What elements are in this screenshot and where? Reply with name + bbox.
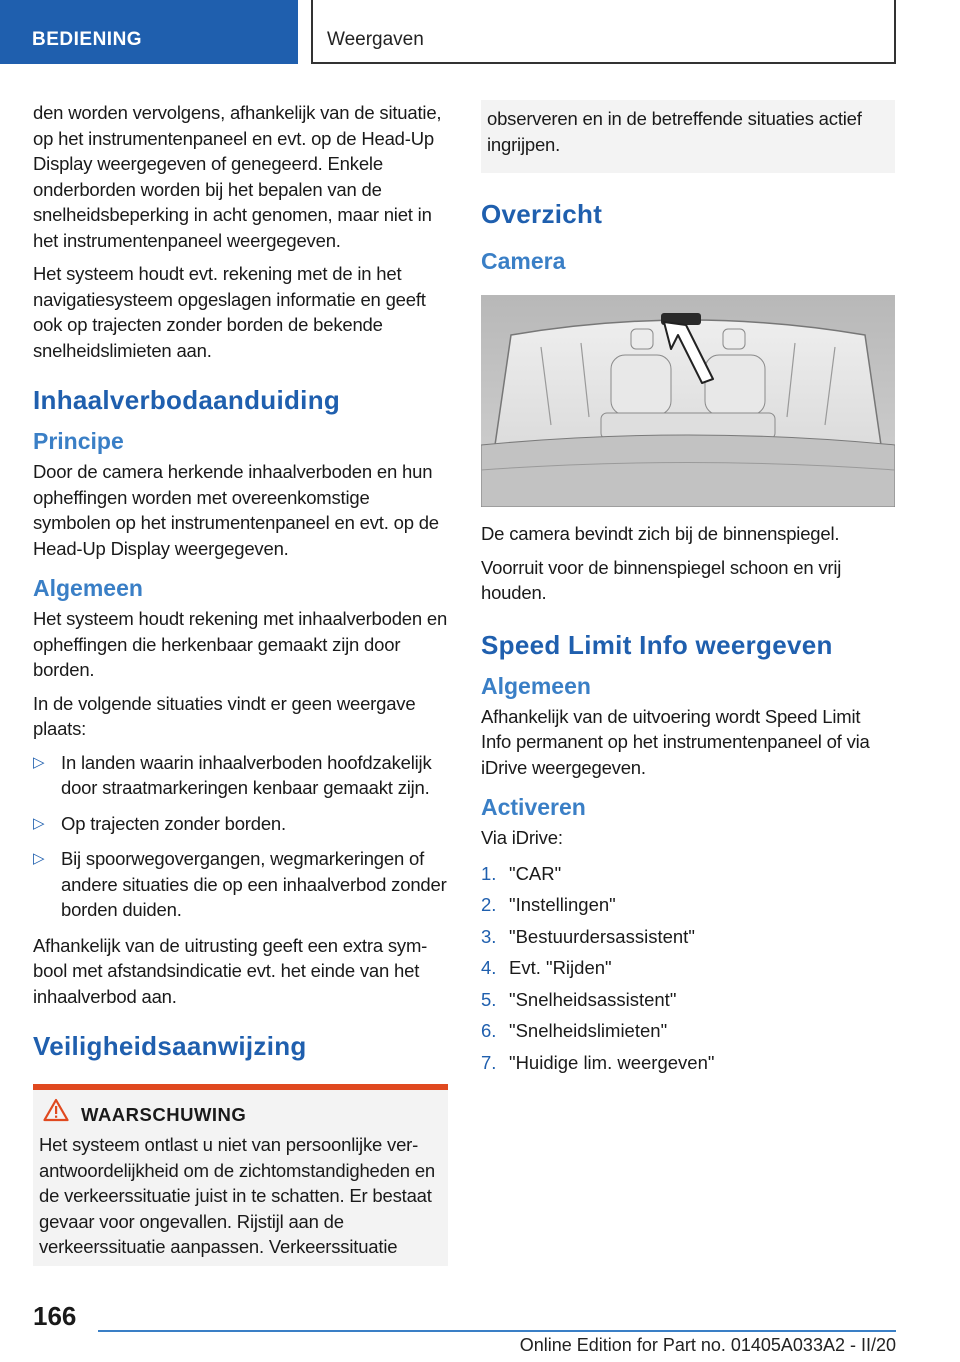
left-column (33, 100, 448, 1266)
paragraph: Door de camera herkende inhaalverboden en hun opheffingen worden met overeenkomstige symbolen op het instrumentenpaneel en evt. op de Head-Up Display weergegeven. (33, 461, 439, 559)
paragraph: Voorruit voor de binnenspiegel schoon en vrij houden. (481, 556, 842, 603)
right-column (481, 100, 895, 1081)
paragraph: Het systeem houdt evt. rekening met de in het navigatiesysteem opgeslagen informatie en geeft ook op trajecten zonder borden de bekende snelheidslimieten aan. (33, 263, 426, 361)
heading-inhaalverbodaanduiding: Inhaalverbodaanduiding (33, 385, 341, 415)
paragraph: Via iDrive: (481, 827, 563, 848)
footer-divider (98, 1330, 896, 1332)
heading-speed-limit-info: Speed Limit Info weergeven (481, 629, 833, 660)
paragraph: In de volgende situaties vindt er geen weergave plaats: (33, 692, 416, 739)
heading-veiligheidsaanwijzing: Veiligheidsaanwijzing (33, 1031, 307, 1061)
list-item: 1. "CAR" (481, 862, 562, 884)
triangle-bullet-icon: ▷ (33, 814, 45, 832)
subheading-algemeen: Algemeen (33, 575, 143, 601)
paragraph: De camera bevindt zich bij de binnenspiegel. (481, 523, 840, 544)
warning-box (33, 1090, 448, 1266)
section-tab: BEDIENING (0, 0, 298, 64)
list-item: 2. "Instellingen" (481, 894, 616, 915)
heading-overzicht: Overzicht (481, 199, 603, 229)
list-item: ▷ In landen waarin inhaalverboden hoofdzakelijk door straatmarkeringen kenbaar gemaakt zijn. (33, 751, 432, 798)
steps-list (481, 861, 895, 1076)
paragraph: Het systeem houdt rekening met inhaalverboden en opheffingen die herkenbaar gemaakt zijn door borden. (33, 608, 448, 680)
list-item: ▷ Bij spoorwegovergangen, wegmarkeringen of andere situaties die op een inhaalverbod zonder borden duiden. (33, 848, 447, 920)
list-item: 3. "Bestuurdersassistent" (481, 925, 695, 947)
bullet-list (33, 750, 448, 923)
warning-text: Het systeem ontlast u niet van persoonlijke verantwoordelijkheid om de zichtomstandigheden en de verkeerssituatie juist in te schatten. Er bestaat gevaar voor ongevallen. Rijstijl aan de verkeerssituatie aanpassen. Verkeerssituatie (39, 1134, 436, 1257)
camera-illustration (481, 295, 895, 507)
list-item: 7. "Huidige lim. weergeven" (481, 1051, 715, 1073)
subheading-camera: Camera (481, 248, 566, 274)
triangle-bullet-icon: ▷ (33, 850, 45, 867)
paragraph: Afhankelijk van de uitvoering wordt Speed Limit Info permanent op het instrumentenpaneel of via iDrive weergegeven. (481, 705, 870, 778)
warning-continuation-box (481, 100, 895, 173)
subheading-principe: Principe (33, 428, 124, 454)
page-number: 166 (33, 1301, 77, 1331)
paragraph: Afhankelijk van de uitrusting geeft een extra symbool met afstandsindicatie evt. het einde van het inhaalverbod aan. (33, 934, 428, 1007)
list-item: 6. "Snelheidslimieten" (481, 1020, 668, 1041)
triangle-bullet-icon: ▷ (33, 753, 45, 771)
warning-text-continued: observeren en in de betreffende situaties actief ingrijpen. (487, 108, 862, 155)
warning-title: WAARSCHUWING (81, 1104, 440, 1126)
subheading-algemeen: Algemeen (481, 672, 591, 699)
list-item: 4. Evt. "Rijden" (481, 957, 612, 978)
paragraph: den worden vervolgens, afhankelijk van de situatie, op het instrumentenpaneel en evt. op de Head-Up Display weergegeven of genegeerd. Enkele onderborden worden bij het bepalen van de snelheidsbeperking in acht genomen, maar niet in het instrumentenpaneel weergegeven. (33, 102, 442, 251)
chapter-title: Weergaven (311, 0, 896, 64)
warning-triangle-icon (43, 1098, 69, 1127)
list-item: ▷ Op trajecten zonder borden. (33, 811, 448, 837)
subheading-activeren: Activeren (481, 794, 586, 820)
list-item: 5. "Snelheidsassistent" (481, 988, 677, 1010)
footer-edition: Online Edition for Part no. 01405A033A2 - II/20 (519, 1335, 896, 1355)
